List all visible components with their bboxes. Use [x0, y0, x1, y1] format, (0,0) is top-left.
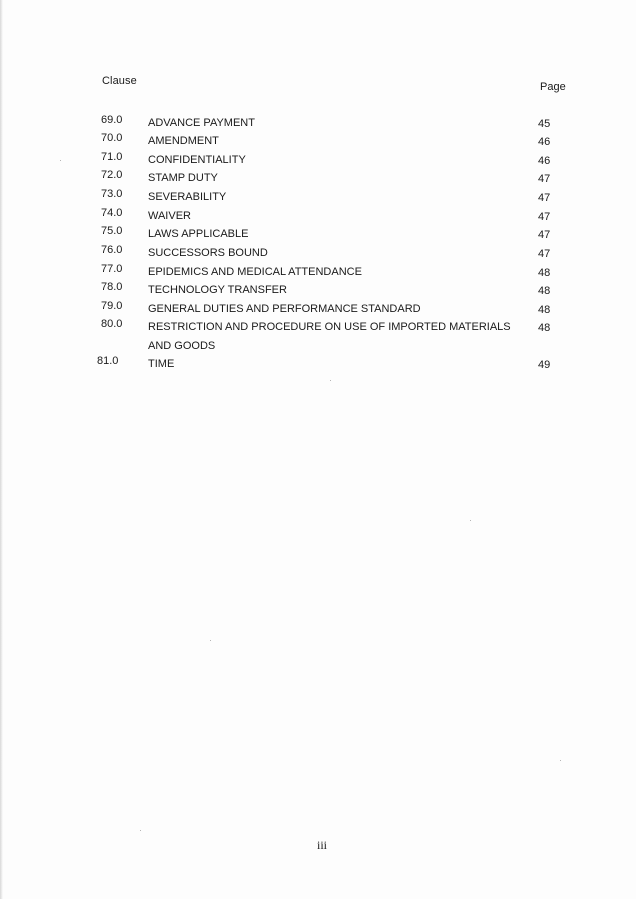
- clause-page: 48: [538, 304, 551, 316]
- clause-number: 69.0: [101, 114, 123, 126]
- scan-speck: [140, 830, 141, 831]
- clause-title: SUCCESSORS BOUND: [148, 247, 268, 259]
- clause-number: 70.0: [101, 132, 123, 144]
- scan-speck: [210, 640, 211, 641]
- clause-title: TECHNOLOGY TRANSFER: [148, 284, 287, 296]
- clause-page: 46: [538, 136, 551, 148]
- toc-row: [0, 225, 636, 243]
- clause-number: 74.0: [101, 207, 123, 219]
- clause-page: 48: [538, 285, 551, 297]
- toc-row: [0, 151, 636, 169]
- clause-number: 81.0: [97, 355, 119, 367]
- page-column-header: Page: [540, 81, 566, 93]
- toc-row: [0, 114, 636, 132]
- toc-row: [0, 132, 636, 150]
- toc-row: [0, 169, 636, 187]
- clause-number: 80.0: [101, 318, 123, 330]
- clause-title: GENERAL DUTIES AND PERFORMANCE STANDARD: [148, 303, 421, 315]
- clause-number: 75.0: [101, 225, 123, 237]
- scan-speck: [330, 380, 331, 381]
- toc-row: [0, 207, 636, 225]
- clause-page: 46: [538, 155, 551, 167]
- clause-page: 47: [538, 248, 551, 260]
- clause-number: 79.0: [101, 300, 123, 312]
- clause-number: 72.0: [101, 169, 123, 181]
- clause-title: SEVERABILITY: [148, 191, 227, 203]
- clause-number: 73.0: [101, 188, 123, 200]
- clause-page: 47: [538, 173, 551, 185]
- toc-row: [0, 318, 636, 356]
- clause-title: ADVANCE PAYMENT: [148, 117, 255, 129]
- toc-row: [0, 355, 636, 373]
- clause-page: 47: [538, 211, 551, 223]
- clause-title: WAIVER: [148, 210, 191, 222]
- toc-row: [0, 188, 636, 206]
- clause-title: CONFIDENTIALITY: [148, 154, 246, 166]
- clause-title: AMENDMENT: [148, 135, 219, 147]
- clause-number: 71.0: [101, 151, 123, 163]
- clause-column-header: Clause: [102, 75, 137, 87]
- clause-number: 78.0: [101, 281, 123, 293]
- toc-row: [0, 281, 636, 299]
- toc-row: [0, 263, 636, 281]
- toc-row: [0, 300, 636, 318]
- scan-speck: [470, 520, 471, 521]
- clause-number: 77.0: [101, 263, 123, 275]
- scan-speck: [60, 160, 61, 161]
- scan-speck: [560, 760, 561, 761]
- clause-title: STAMP DUTY: [148, 172, 218, 184]
- clause-page: 48: [538, 267, 551, 279]
- clause-page: 47: [538, 192, 551, 204]
- clause-title: TIME: [148, 358, 175, 370]
- clause-page: 47: [538, 229, 551, 241]
- clause-number: 76.0: [101, 244, 123, 256]
- clause-title: EPIDEMICS AND MEDICAL ATTENDANCE: [148, 266, 362, 278]
- page-number: iii: [317, 838, 328, 852]
- clause-page: 45: [538, 118, 551, 130]
- clause-page: 48: [538, 322, 551, 334]
- clause-title: RESTRICTION AND PROCEDURE ON USE OF IMPORTED MATERIALS AND GOODS: [148, 321, 511, 352]
- clause-title: LAWS APPLICABLE: [148, 228, 249, 240]
- toc-row: [0, 244, 636, 262]
- clause-page: 49: [538, 359, 551, 371]
